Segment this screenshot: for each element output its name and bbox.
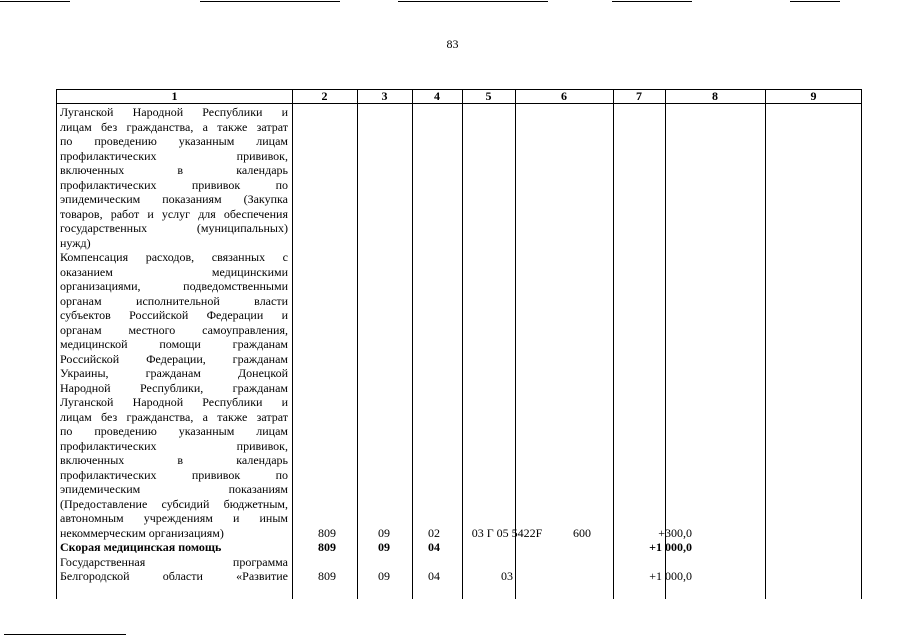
description-line: Компенсация расходов, связанных с	[60, 250, 288, 264]
column-divider	[613, 90, 614, 599]
description-line: профилактических прививок,	[60, 438, 288, 453]
description-line: профилактических прививок,	[60, 148, 288, 163]
column-divider	[357, 90, 358, 599]
table-cell-c7: +1 000,0	[649, 540, 692, 554]
column-header-6: 6	[561, 89, 567, 103]
description-line: субъектов Российской Федерации и	[60, 308, 288, 322]
description-line: Народной Республики, гражданам	[60, 380, 288, 395]
column-header-5: 5	[485, 89, 492, 103]
description-line: эпидемическим показаниям	[60, 482, 288, 496]
column-divider	[515, 90, 516, 599]
table-cell-c2: 809	[318, 569, 336, 583]
description-line: Украины, гражданам Донецкой	[60, 366, 288, 380]
column-divider	[462, 90, 463, 599]
column-header-8: 8	[712, 89, 718, 103]
table-cell-c3: 09	[378, 525, 390, 540]
bottom-rule	[4, 634, 126, 635]
column-divider	[292, 90, 293, 599]
description-line: по проведению указанным лицам	[60, 424, 288, 438]
top-rule-1	[0, 1, 70, 2]
header-separator	[57, 103, 861, 104]
description-line: лицам без гражданства, а также затрат	[60, 409, 288, 424]
top-rule-2	[200, 1, 340, 2]
description-line: некоммерческим организациям)	[60, 525, 224, 540]
column-header-7: 7	[636, 89, 642, 103]
top-rule-3	[398, 1, 548, 2]
table-cell-c7: +300,0	[658, 525, 692, 540]
column-divider	[665, 90, 666, 599]
table-cell-c7: +1 000,0	[649, 569, 692, 583]
table-cell-c2: 809	[318, 540, 336, 554]
description-line: государственных (муниципальных)	[60, 221, 288, 235]
table-cell-c6	[562, 569, 602, 584]
description-line: профилактических прививок по	[60, 177, 288, 192]
description-line: нужд)	[60, 235, 91, 250]
table-cell-c4: 04	[428, 569, 440, 583]
table-cell-c5: 03 Г 05 5422F	[471, 525, 543, 540]
table-cell-c3: 09	[378, 569, 390, 583]
description-line: включенных в календарь	[60, 453, 288, 467]
description-line: автономным учреждениям и иным	[60, 511, 288, 525]
column-header-9: 9	[810, 89, 817, 103]
table-cell-c6	[562, 540, 602, 555]
column-header-3: 3	[381, 89, 388, 103]
column-header-1: 1	[171, 89, 178, 103]
top-rule-4	[612, 1, 692, 2]
table-cell-c4: 02	[428, 525, 440, 540]
description-line: органам исполнительной власти	[60, 293, 288, 308]
description-line: включенных в календарь	[60, 163, 288, 177]
description-line: Государственная программа	[60, 554, 288, 569]
table-cell-c5	[459, 540, 555, 555]
top-rule-5	[790, 1, 840, 2]
table-cell-c5: 03	[501, 569, 513, 583]
table-cell-c6: 600	[573, 525, 591, 540]
description-line: Российской Федерации, гражданам	[60, 351, 288, 366]
description-line: (Предоставление субсидий бюджетным,	[60, 496, 288, 511]
column-header-2: 2	[321, 89, 328, 103]
description-line: товаров, работ и услуг для обеспечения	[60, 206, 288, 221]
column-divider	[765, 90, 766, 599]
description-line: лицам без гражданства, а также затрат	[60, 119, 288, 134]
description-column	[60, 105, 288, 584]
budget-table	[56, 89, 862, 599]
column-header-4: 4	[434, 89, 440, 103]
description-line: эпидемическим показаниям (Закупка	[60, 192, 288, 206]
description-line: по проведению указанным лицам	[60, 134, 288, 148]
description-line: Белгородской области «Развитие	[60, 569, 288, 583]
page-number: 83	[446, 37, 459, 51]
description-line: оказанием медицинскими	[60, 264, 288, 279]
description-line: медицинской помощи гражданам	[60, 337, 288, 351]
table-cell-c4: 04	[428, 540, 440, 554]
description-line: органам местного самоуправления,	[60, 322, 288, 337]
table-cell-c2: 809	[318, 525, 336, 540]
table-cell-c3: 09	[378, 540, 390, 554]
description-line: профилактических прививок по	[60, 467, 288, 482]
description-line: Луганской Народной Республики и	[60, 395, 288, 409]
column-divider	[412, 90, 413, 599]
description-line: Луганской Народной Республики и	[60, 105, 288, 119]
description-line: организациями, подведомственными	[60, 279, 288, 293]
description-line: Скорая медицинская помощь	[60, 540, 222, 554]
